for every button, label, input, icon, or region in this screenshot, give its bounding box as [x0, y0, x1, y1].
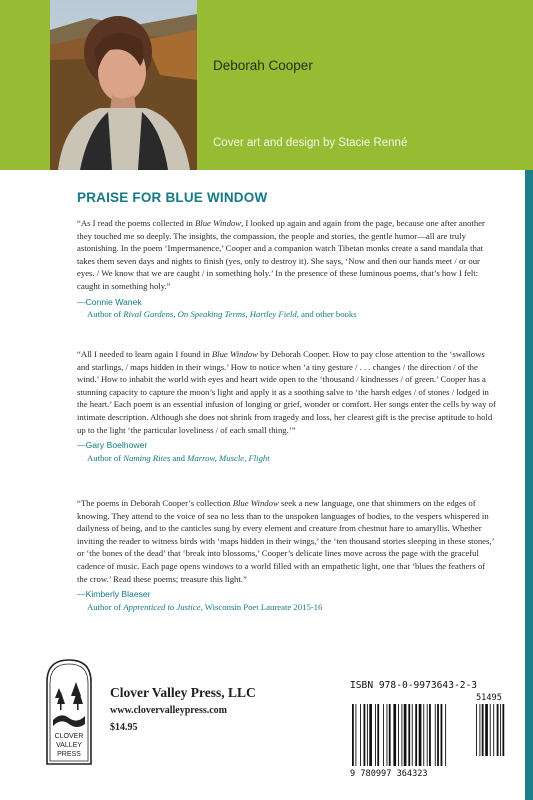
- isbn-label: ISBN 978-0-9973643-2-3: [350, 680, 478, 691]
- quote-attribution-name: —Kimberly Blaeser: [77, 589, 151, 600]
- quote-text: “As I read the poems collected in Blue Window, I looked up again and again from the page, because one after another they touched me so deeply. The insights, the compassion, the people and stories, the gentle humor—all are truly astonishing. In the poem ‘Impermanence,’ Cooper and a companion watch Tibetan monks create a sand mandala that takes them seven days and nights to finish (yes, only to destroy it). She says, ‘Now and then our hands meet / or our eyes. / We know that we are caught / in something holy.’ In the presence of these luminous poems, that’s how I felt: caught in something holy.”: [77, 218, 485, 291]
- barcode-bar: [383, 704, 384, 766]
- barcode-addon-bar: [479, 704, 480, 756]
- quote-attribution-role: Author of Rival Gardens, On Speaking Terms, Hartley Field, and other books: [87, 309, 357, 320]
- barcode-bar: [360, 704, 361, 766]
- barcode-addon-bar: [490, 704, 491, 756]
- barcode-bar: [445, 704, 446, 766]
- book-price: $14.95: [110, 722, 138, 733]
- cover-credit: Cover art and design by Stacie Renné: [213, 137, 408, 149]
- barcode-bar: [398, 704, 399, 766]
- barcode-bar: [364, 704, 366, 766]
- praise-heading: PRAISE FOR BLUE WINDOW: [77, 190, 268, 205]
- isbn-barcode: [350, 680, 518, 782]
- barcode-bar: [408, 704, 410, 766]
- barcode-bar: [419, 704, 422, 766]
- logo-line: VALLEY: [56, 742, 82, 749]
- barcode-bar: [423, 704, 424, 766]
- barcode-addon-bar: [500, 704, 501, 756]
- barcode-bar: [355, 704, 356, 766]
- barcode-addon-bar: [502, 704, 504, 756]
- spine-strip: [525, 170, 533, 800]
- quote-attribution-name: —Connie Wanek: [77, 296, 142, 307]
- publisher-url: www.clovervalleypress.com: [110, 705, 228, 716]
- barcode-addon-bar: [497, 704, 499, 756]
- quote-attribution-name: —Gary Boelhower: [77, 440, 148, 451]
- barcode-addon-bar: [482, 704, 484, 756]
- barcode-addon-bar: [485, 704, 488, 756]
- barcode-addon-bar: [476, 704, 477, 756]
- barcode-bar: [377, 704, 379, 766]
- barcode-bar: [369, 704, 372, 766]
- logo-line: PRESS: [57, 751, 81, 758]
- barcode-bar: [437, 704, 439, 766]
- quote-text: “All I needed to learn again I found in Blue Window by Deborah Cooper. How to pay close attention to the ‘swallows and starlings, / maps hidden in their wings.’ How to notice when ‘a tiny gesture / . . . changes / the direction / of the wind.’ How to inhabit the world with eyes and heart wide open to the ‘thousand / kindnesses / of green.’ Cooper has a stunning capacity to capture the moon’s light and apply it as a soothing salve to ‘the harsh edges / of stones / lodged in the heart.’ Each poem is an essential infusion of longing or grief, wonder or comfort. Her songs enter the cells by way of intimate description. Although she does not shrink from tragedy and loss, her clearest gift is the precise aptitude to hold up to the light ‘the particular loveliness / of each small thing.’”: [77, 349, 496, 435]
- barcode-bar: [435, 704, 436, 766]
- barcode-bar: [352, 704, 354, 766]
- barcode-bar: [389, 704, 391, 766]
- logo-line: CLOVER: [54, 733, 84, 740]
- barcode-bar: [401, 704, 402, 766]
- barcode-bar: [429, 704, 431, 766]
- praise-quote: [77, 217, 497, 321]
- quote-text: “The poems in Deborah Cooper’s collection Blue Window seek a new language, one that shimmers on the edges of knowing. They attend to the voice of sea no less than to the unspoken languages of bodies, to the vespers whispered in dailyness of being, and to the canticles sung by every element and creature from chestnut hare to amaryllis. Whether inviting the reader to witness birds with ‘maps hidden in their wings,’ the ‘ten thousand stories sleeping in these stones,’ or ‘the bones of the dead’ that ‘break into blossoms,’ Cooper’s delicate lines move across the page with the graceful cadence of music. Each page opens windows to a world filled with an empathetic light, one that ‘blues the feathers of the crow.’ Read these poems; treasure this light.”: [77, 498, 494, 584]
- author-name: Deborah Cooper: [213, 58, 313, 73]
- barcode-bar: [387, 704, 388, 766]
- barcode-addon-number: 51495: [476, 693, 502, 703]
- quote-attribution-role: Author of Naming Rites and Marrow, Muscle, Flight: [87, 452, 270, 463]
- barcode-bar: [441, 704, 443, 766]
- praise-quote: [77, 497, 497, 613]
- praise-quote: [77, 348, 497, 464]
- barcode-bar: [367, 704, 368, 766]
- barcode-bars: [350, 704, 518, 770]
- ean-number: 9 780997 364323: [350, 769, 428, 779]
- barcode-bar: [412, 704, 413, 766]
- quote-attribution-role: Author of Apprenticed to Justice, Wisconsin Poet Laureate 2015-16: [87, 601, 323, 612]
- publisher-name: Clover Valley Press, LLC: [110, 685, 256, 700]
- publisher-logo: [45, 658, 93, 766]
- barcode-bar: [375, 704, 376, 766]
- barcode-bar: [415, 704, 417, 766]
- barcode-bar: [427, 704, 428, 766]
- barcode-addon-bar: [493, 704, 494, 756]
- author-photo: [50, 0, 197, 170]
- barcode-bar: [393, 704, 396, 766]
- barcode-bar: [404, 704, 407, 766]
